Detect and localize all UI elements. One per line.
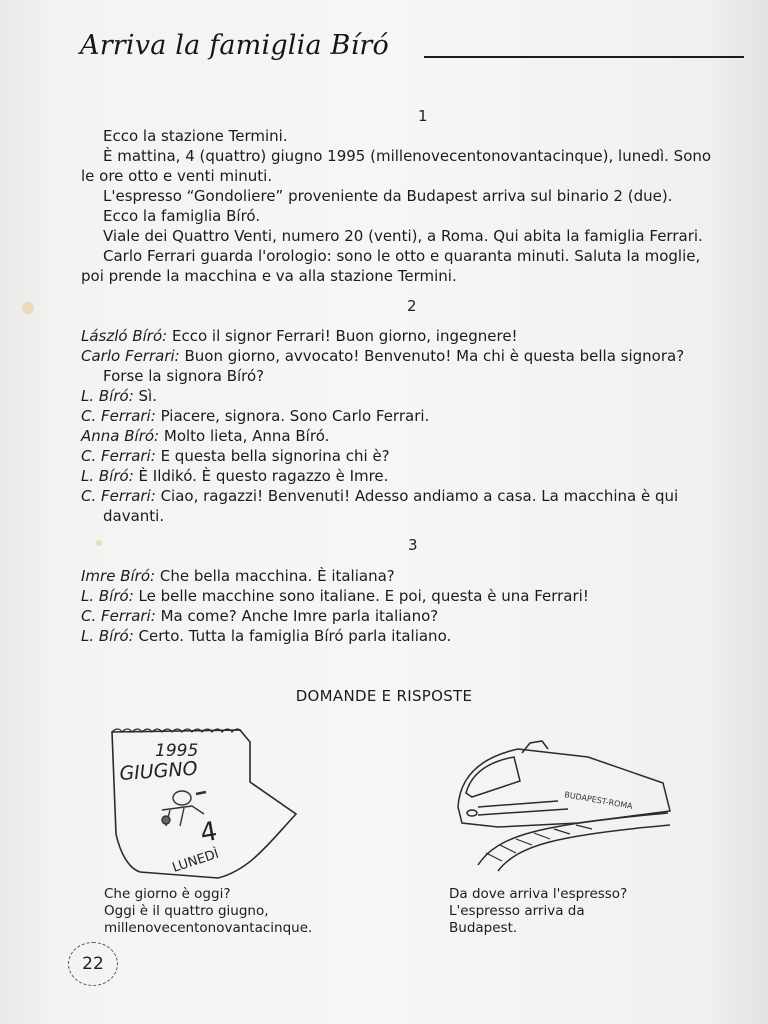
section-number-3: 3 bbox=[408, 536, 418, 554]
calendar-illustration bbox=[100, 722, 310, 882]
question-text: Da dove arriva l'espresso? bbox=[449, 886, 628, 902]
dialogue-line bbox=[81, 566, 744, 586]
dialogue-text: Buon giorno, avvocato! Benvenuto! Ma chi è questa bella signora? bbox=[184, 347, 685, 365]
speaker-name: L. Bíró: bbox=[81, 387, 134, 405]
paragraph-line: poi prende la macchina e va alla stazione Termini. bbox=[81, 267, 457, 285]
speaker-name: L. Bíró: bbox=[81, 467, 134, 485]
dialogue-line bbox=[81, 326, 744, 346]
dialogue-line bbox=[81, 586, 744, 606]
dialogue-text: E questa bella signorina chi è? bbox=[160, 447, 390, 465]
train-headlight bbox=[467, 810, 477, 816]
dialogue-text: Sì. bbox=[138, 387, 157, 405]
dialogue-line bbox=[81, 506, 744, 526]
paper-stain bbox=[96, 540, 102, 546]
dialogue-line bbox=[81, 446, 744, 466]
train-side-text: BUDAPEST-ROMA bbox=[563, 790, 634, 811]
section-number-1: 1 bbox=[418, 107, 428, 125]
train-caption bbox=[449, 886, 627, 937]
dialogue-line bbox=[81, 386, 744, 406]
qa-heading: DOMANDE E RISPOSTE bbox=[295, 687, 473, 705]
paper-stain bbox=[22, 302, 34, 314]
paragraph-line: le ore otto e venti minuti. bbox=[81, 167, 273, 185]
train-illustration bbox=[438, 735, 678, 875]
dialogue-line bbox=[81, 406, 744, 426]
speaker-name: L. Bíró: bbox=[81, 587, 134, 605]
section-1-text bbox=[81, 126, 744, 286]
dialogue-line bbox=[81, 486, 744, 506]
dialogue-text: Molto lieta, Anna Bíró. bbox=[163, 427, 330, 445]
dialogue-line bbox=[81, 626, 744, 646]
answer-text: Oggi è il quattro giugno, bbox=[104, 903, 269, 919]
paragraph-line: Viale dei Quattro Venti, numero 20 (venti), a Roma. Qui abita la famiglia Ferrari. bbox=[103, 227, 703, 245]
speaker-name: C. Ferrari: bbox=[81, 487, 156, 505]
speaker-name: C. Ferrari: bbox=[81, 407, 156, 425]
section-3-dialogue bbox=[81, 566, 744, 646]
dialogue-text: Ciao, ragazzi! Benvenuti! Adesso andiamo a casa. La macchina è qui bbox=[160, 487, 679, 505]
dialogue-text: Le belle macchine sono italiane. E poi, questa è una Ferrari! bbox=[138, 587, 589, 605]
answer-text: Budapest. bbox=[449, 920, 518, 936]
paragraph-line: È mattina, 4 (quattro) giugno 1995 (millenovecentonovantacinque), lunedì. Sono bbox=[103, 147, 712, 165]
title-underline bbox=[424, 56, 744, 58]
calendar-year: 1995 bbox=[155, 741, 199, 761]
rail-track-outer bbox=[478, 813, 668, 865]
dialogue-text: Certo. Tutta la famiglia Bíró parla italiano. bbox=[138, 627, 452, 645]
calendar-weekday: LUNEDÌ bbox=[170, 846, 221, 876]
paragraph-line: L'espresso “Gondoliere” proveniente da Budapest arriva sul binario 2 (due). bbox=[103, 187, 673, 205]
dialogue-text: Piacere, signora. Sono Carlo Ferrari. bbox=[160, 407, 430, 425]
dialogue-line bbox=[81, 426, 744, 446]
dialogue-line bbox=[81, 606, 744, 626]
dialogue-line bbox=[81, 366, 744, 386]
answer-text: millenovecentonovantacinque. bbox=[104, 920, 313, 936]
rail-track-inner bbox=[498, 825, 670, 871]
section-2-dialogue bbox=[81, 326, 744, 526]
answer-text: L'espresso arriva da bbox=[449, 903, 585, 919]
page-number: 22 bbox=[68, 942, 118, 986]
paragraph-line: Carlo Ferrari guarda l'orologio: sono le otto e quaranta minuti. Saluta la moglie, bbox=[103, 247, 701, 265]
dialogue-text: Che bella macchina. È italiana? bbox=[159, 567, 395, 585]
speaker-name: Carlo Ferrari: bbox=[81, 347, 180, 365]
question-text: Che giorno è oggi? bbox=[104, 886, 231, 902]
dialogue-text: davanti. bbox=[103, 507, 165, 525]
paragraph-line: Ecco la stazione Termini. bbox=[103, 127, 288, 145]
page-title: Arriva la famiglia Bíró bbox=[80, 30, 389, 61]
speaker-name: László Bíró: bbox=[81, 327, 168, 345]
speaker-name: C. Ferrari: bbox=[81, 447, 156, 465]
paragraph-line: Ecco la famiglia Bíró. bbox=[103, 207, 261, 225]
calendar-caption bbox=[104, 886, 312, 937]
dialogue-text: Ecco il signor Ferrari! Buon giorno, ingegnere! bbox=[172, 327, 518, 345]
dialogue-line bbox=[81, 466, 744, 486]
calendar-day: 4 bbox=[198, 816, 220, 849]
dialogue-text: Ma come? Anche Imre parla italiano? bbox=[160, 607, 439, 625]
calendar-month: GIUGNO bbox=[118, 757, 199, 785]
speaker-name: Imre Bíró: bbox=[81, 567, 156, 585]
speaker-name: Anna Bíró: bbox=[81, 427, 160, 445]
train-windshield bbox=[466, 757, 520, 797]
dialogue-line bbox=[81, 346, 744, 366]
train-body bbox=[458, 749, 670, 827]
dialogue-text: Forse la signora Bíró? bbox=[103, 367, 265, 385]
section-number-2: 2 bbox=[407, 297, 417, 315]
speaker-name: L. Bíró: bbox=[81, 627, 134, 645]
train-stripes bbox=[478, 801, 568, 815]
speaker-name: C. Ferrari: bbox=[81, 607, 156, 625]
dialogue-text: È Ildikó. È questo ragazzo è Imre. bbox=[138, 467, 389, 485]
